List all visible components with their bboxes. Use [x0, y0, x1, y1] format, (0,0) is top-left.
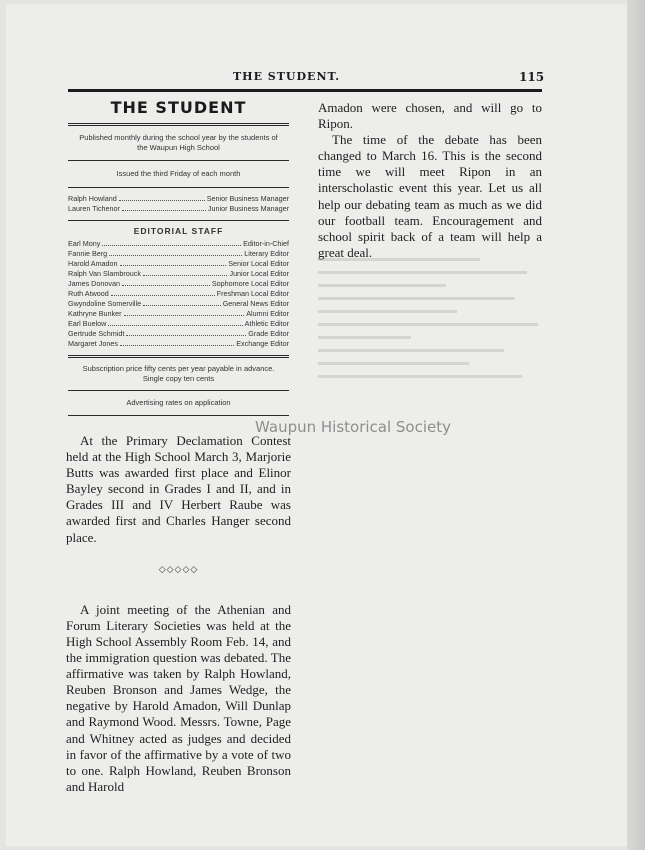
- masthead-title: THE STUDENT: [110, 98, 247, 117]
- staff-name: Margaret Jones: [68, 339, 118, 348]
- staff-name: Gwyndoline Somerville: [68, 299, 142, 308]
- staff-role: Athletic Editor: [244, 319, 289, 328]
- staff-row: [68, 239, 289, 249]
- left-column-articles: [66, 433, 291, 795]
- staff-name: Ralph Van Slambrouck: [68, 269, 141, 278]
- staff-name: Fannie Berg: [68, 249, 108, 258]
- manager-row: [68, 204, 289, 214]
- divider: [68, 390, 289, 391]
- ornament-divider: ◇◇◇◇◇: [158, 564, 199, 575]
- leader-dots: [143, 269, 227, 276]
- leader-dots: [102, 239, 241, 246]
- leader-dots: [120, 259, 227, 266]
- leader-dots: [119, 194, 205, 201]
- divider: [68, 187, 289, 188]
- staff-role: Alumni Editor: [246, 309, 289, 318]
- subscription-note: Subscription price fifty cents per year payable in advance. Single copy ten cents: [82, 364, 275, 383]
- staff-name: Ruth Atwood: [68, 289, 109, 298]
- staff-row: [68, 289, 289, 299]
- staff-role: Editor-in-Chief: [243, 239, 289, 248]
- leader-dots: [143, 299, 221, 306]
- staff-role: General News Editor: [222, 299, 289, 308]
- leader-dots: [126, 329, 246, 336]
- staff-row: [68, 319, 289, 329]
- business-managers: [68, 191, 289, 217]
- staff-role: Exchange Editor: [236, 339, 289, 348]
- staff-row: [68, 309, 289, 319]
- leader-dots: [120, 339, 234, 346]
- debate-paragraph: The time of the debate has been changed to March 16. This is the second time we will meet Ripon in an interscholastic event this year. Let us all help our debating team as much as we did our football team. Encouragement and school spirit back of a team will help a great deal.: [318, 132, 542, 260]
- publication-note: Published monthly during the school year by the students of the Waupun High School: [79, 133, 278, 152]
- leader-dots: [122, 204, 206, 211]
- leader-dots: [111, 289, 215, 296]
- declamation-paragraph: At the Primary Declamation Contest held at the High School March 3, Marjorie Butts was awarded first place and Elinor Bayley second in Grades I and II, and in Grades III and IV Herbert Raube was awarded first and Charles Hanger second place.: [66, 433, 291, 545]
- divider: [68, 160, 289, 161]
- staff-row: [68, 329, 289, 339]
- staff-row: [68, 279, 289, 289]
- staff-role: Senior Local Editor: [228, 259, 289, 268]
- manager-role: Senior Business Manager: [206, 194, 289, 203]
- advertising-note: Advertising rates on application: [126, 398, 231, 407]
- right-column-articles: [318, 100, 542, 261]
- staff-role: Grade Editor: [248, 329, 289, 338]
- staff-row: [68, 259, 289, 269]
- joint-meeting-paragraph: A joint meeting of the Athenian and Forum Literary Societies was held at the High School Assembly Room Feb. 14, and the immigration question was debated. The affirmative was taken by Ralph Howland, Reuben Bronson and James Wedge, the negative by Harold Amadon, Will Dunlap and Raymond Wood. Messrs. Towne, Page and Whitney acted as judges and decided in favor of the affirmative by a vote of two to one. Ralph Howland, Reuben Bronson and Harold: [66, 601, 291, 794]
- manager-name: Ralph Howland: [68, 194, 117, 203]
- staff-role: Freshman Local Editor: [216, 289, 289, 298]
- staff-name: Kathryne Bunker: [68, 309, 122, 318]
- leader-dots: [109, 249, 242, 256]
- editorial-staff-list: [68, 239, 289, 349]
- leader-dots: [122, 279, 210, 286]
- masthead: [68, 96, 289, 419]
- staff-row: [68, 339, 289, 349]
- staff-row: [68, 269, 289, 279]
- staff-row: [68, 299, 289, 309]
- manager-row: [68, 194, 289, 204]
- divider: [68, 355, 289, 358]
- issue-note: Issued the third Friday of each month: [116, 169, 241, 178]
- staff-role: Literary Editor: [244, 249, 289, 258]
- manager-role: Junior Business Manager: [207, 204, 289, 213]
- continued-paragraph: Amadon were chosen, and will go to Ripon.: [318, 100, 542, 132]
- editorial-staff-heading: EDITORIAL STAFF: [133, 226, 224, 236]
- staff-name: Earl Mony: [68, 239, 101, 248]
- book-spine-shadow: [627, 0, 645, 850]
- manager-name: Lauren Tichenor: [68, 204, 120, 213]
- staff-name: Gertrude Schmidt: [68, 329, 125, 338]
- staff-role: Junior Local Editor: [229, 269, 289, 278]
- page-number: 115: [519, 70, 545, 84]
- header-rule: [68, 89, 542, 92]
- leader-dots: [108, 319, 242, 326]
- running-head: THE STUDENT.: [233, 70, 341, 83]
- staff-role: Sophomore Local Editor: [211, 279, 289, 288]
- staff-name: Harold Amadon: [68, 259, 118, 268]
- divider: [68, 123, 289, 126]
- leader-dots: [124, 309, 245, 316]
- bleed-through-texture: [318, 248, 550, 778]
- archive-watermark: Waupun Historical Society: [255, 418, 452, 436]
- staff-row: [68, 249, 289, 259]
- staff-name: Earl Buelow: [68, 319, 107, 328]
- staff-name: James Donovan: [68, 279, 120, 288]
- divider: [68, 220, 289, 221]
- divider: [68, 415, 289, 416]
